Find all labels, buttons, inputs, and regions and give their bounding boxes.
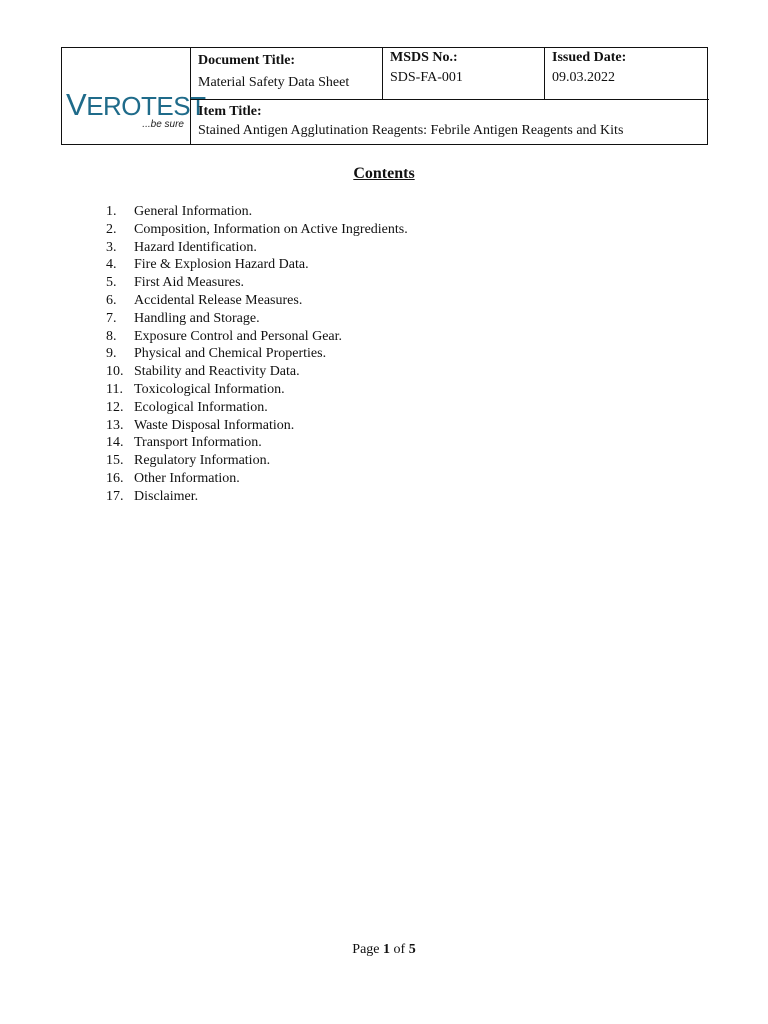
- toc-item-number: 3.: [106, 239, 117, 255]
- toc-item-text: Accidental Release Measures.: [134, 292, 303, 308]
- toc-item: [106, 488, 408, 506]
- toc-item-number: 13.: [106, 417, 124, 433]
- item-title-value: Stained Antigen Agglutination Reagents: Febrile Antigen Reagents and Kits: [198, 123, 624, 138]
- page-total: 5: [408, 942, 416, 957]
- toc-item-number: 10.: [106, 364, 124, 380]
- toc-item: [106, 381, 408, 399]
- toc-item-text: Toxicological Information.: [134, 381, 285, 397]
- issued-date-label: Issued Date:: [552, 50, 627, 65]
- toc-item-number: 17.: [106, 488, 124, 504]
- toc-item: [106, 256, 408, 274]
- toc-item: [106, 328, 408, 346]
- of-label: of: [393, 942, 406, 957]
- toc-item-text: Handling and Storage.: [134, 310, 260, 326]
- toc-item: [106, 452, 408, 470]
- toc-item: [106, 310, 408, 328]
- document-title-label: Document Title:: [198, 53, 296, 68]
- toc-item-text: Disclaimer.: [134, 488, 199, 504]
- msds-no-label: MSDS No.:: [390, 50, 458, 65]
- toc-item-number: 6.: [106, 292, 117, 308]
- toc-item-text: Transport Information.: [134, 435, 262, 451]
- page-label: Page: [352, 942, 380, 957]
- page-footer: [0, 942, 768, 958]
- toc-item: [106, 239, 408, 257]
- toc-item: [106, 417, 408, 435]
- issued-date-value: 09.03.2022: [552, 70, 615, 85]
- toc-item-text: Hazard Identification.: [134, 239, 257, 255]
- page-current: 1: [383, 942, 391, 957]
- toc-item-number: 5.: [106, 275, 117, 291]
- toc-item: [106, 274, 408, 292]
- toc-item-number: 4.: [106, 257, 117, 273]
- toc-item-text: Physical and Chemical Properties.: [134, 346, 327, 362]
- contents-heading: Contents: [353, 165, 415, 182]
- toc-item: [106, 434, 408, 452]
- toc-item-text: Fire & Explosion Hazard Data.: [134, 257, 309, 273]
- toc-item-number: 12.: [106, 399, 124, 415]
- document-title-value: Material Safety Data Sheet: [198, 75, 350, 90]
- toc-item: [106, 470, 408, 488]
- toc-item-text: General Information.: [134, 204, 253, 219]
- item-title-cell: [191, 100, 709, 146]
- toc-item: [106, 345, 408, 363]
- toc-item-text: Ecological Information.: [134, 399, 268, 415]
- toc-item-number: 15.: [106, 453, 124, 469]
- toc-item: [106, 363, 408, 381]
- toc-item-number: 9.: [106, 346, 117, 362]
- toc-item-text: First Aid Measures.: [134, 275, 245, 291]
- document-title-cell: [191, 48, 383, 100]
- item-title-label: Item Title:: [198, 104, 262, 119]
- toc-item: [106, 221, 408, 239]
- logo-wordmark: VEROTEST: [66, 87, 206, 122]
- verotest-logo: [66, 87, 206, 130]
- toc-item-text: Exposure Control and Personal Gear.: [134, 328, 343, 344]
- toc-item-number: 14.: [106, 435, 124, 451]
- toc-item-number: 2.: [106, 221, 117, 237]
- document-header-table: [61, 47, 708, 145]
- msds-no-cell: [383, 48, 545, 100]
- logo-tagline: ...be sure: [142, 119, 184, 130]
- toc-item-number: 11.: [106, 381, 123, 397]
- toc-item-text: Other Information.: [134, 470, 240, 486]
- toc-item-number: 8.: [106, 328, 117, 344]
- logo-cell: [62, 48, 206, 144]
- toc-item: [106, 203, 408, 221]
- toc-item-text: Composition, Information on Active Ingredients.: [134, 221, 408, 237]
- table-of-contents: [106, 203, 408, 506]
- toc-item-number: 16.: [106, 470, 124, 486]
- toc-item-text: Stability and Reactivity Data.: [134, 364, 300, 380]
- issued-date-cell: [545, 48, 709, 100]
- msds-no-value: SDS-FA-001: [390, 70, 463, 85]
- toc-item-number: 7.: [106, 310, 117, 326]
- toc-item: [106, 399, 408, 417]
- toc-item-text: Waste Disposal Information.: [134, 417, 295, 433]
- toc-item-number: 1.: [106, 204, 117, 219]
- toc-item-text: Regulatory Information.: [134, 453, 271, 469]
- toc-item: [106, 292, 408, 310]
